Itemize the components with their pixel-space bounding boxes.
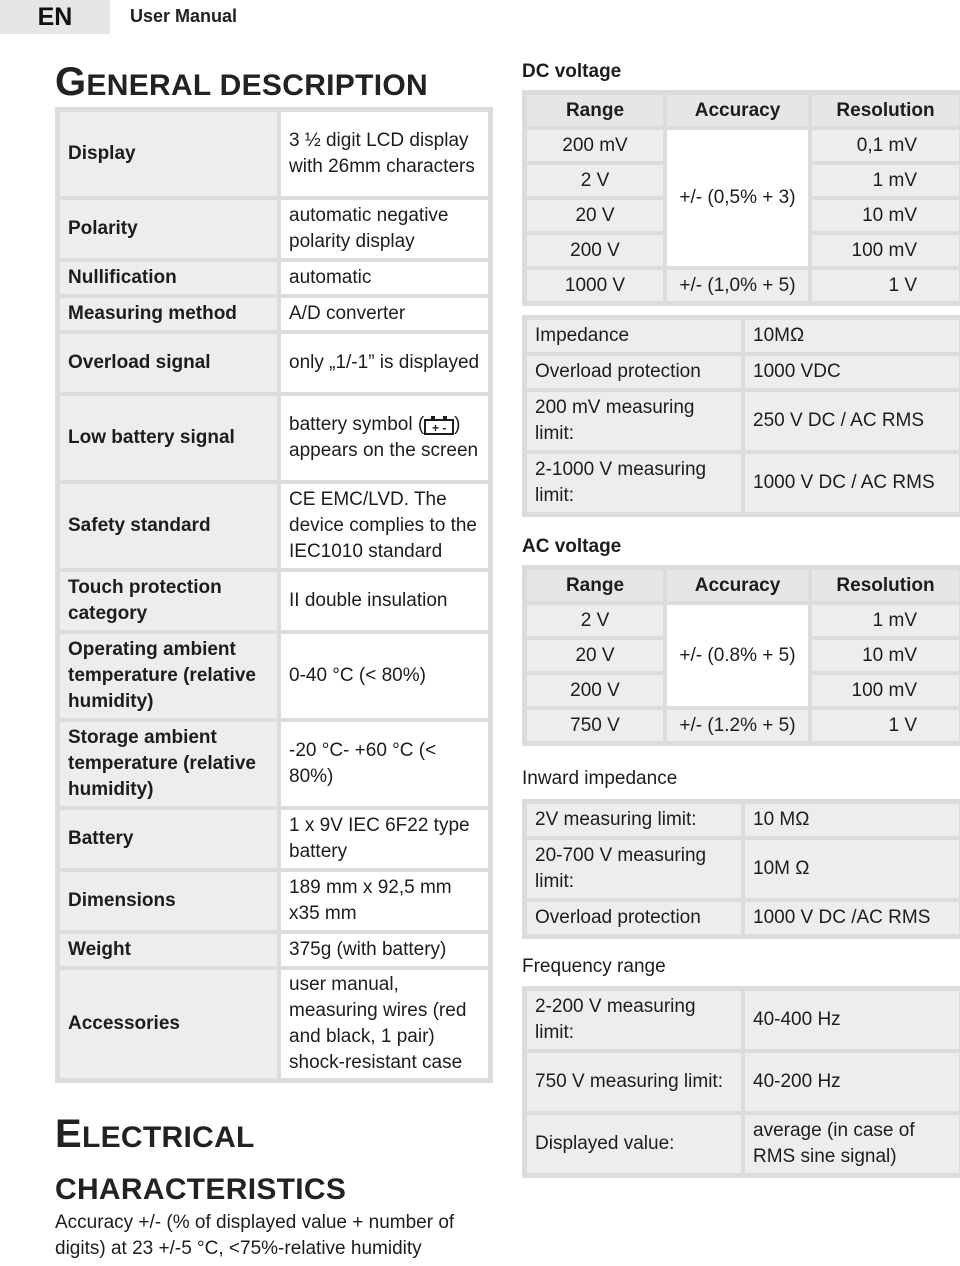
row-key: Battery	[58, 808, 279, 870]
table-header-row	[525, 568, 960, 603]
resolution-cell: 1 V	[810, 708, 960, 743]
table-row	[58, 296, 490, 332]
col-resolution: Resolution	[810, 93, 960, 128]
resolution-cell: 10 mV	[810, 638, 960, 673]
row-key: Display	[58, 110, 279, 198]
table-row	[58, 632, 490, 720]
table-row	[525, 900, 960, 936]
row-value: II double insulation	[279, 570, 490, 632]
table-row	[58, 968, 490, 1080]
range-cell: 200 V	[525, 673, 665, 708]
row-value: 0-40 °C (< 80%)	[279, 632, 490, 720]
property-value: 10M Ω	[743, 838, 960, 900]
property-value: 10MΩ	[743, 318, 960, 354]
table-row	[525, 268, 960, 303]
row-value: automatic	[279, 260, 490, 296]
dc-voltage-heading: DC voltage	[522, 61, 622, 82]
table-row	[58, 110, 490, 198]
manual-title: User Manual	[130, 6, 238, 26]
property-value: 40-200 Hz	[743, 1051, 960, 1113]
property-value: 1000 VDC	[743, 354, 960, 390]
row-value: -20 °C- +60 °C (< 80%)	[279, 720, 490, 808]
table-row	[525, 603, 960, 638]
resolution-cell: 1 mV	[810, 603, 960, 638]
row-value: user manual, measuring wires (red and black, 1 pair) shock-resistant case	[279, 968, 490, 1080]
resolution-cell: 1 mV	[810, 163, 960, 198]
resolution-cell: 0,1 mV	[810, 128, 960, 163]
property-key: Overload protection	[525, 354, 743, 390]
table-row	[58, 332, 490, 394]
table-row	[525, 354, 960, 390]
table-row	[58, 482, 490, 570]
table-row	[58, 808, 490, 870]
property-value: 1000 V DC / AC RMS	[743, 452, 960, 514]
frequency-range-table	[522, 986, 960, 1178]
electrical-heading-line2: CHARACTERISTICS	[55, 1173, 347, 1206]
general-description-heading: GENERAL DESCRIPTION	[55, 60, 428, 104]
row-value: 1 x 9V IEC 6F22 type battery	[279, 808, 490, 870]
table-row	[525, 802, 960, 838]
col-resolution: Resolution	[810, 568, 960, 603]
row-value: 189 mm x 92,5 mm x35 mm	[279, 870, 490, 932]
property-key: 2-200 V measuring limit:	[525, 989, 743, 1051]
property-key: 20-700 V measuring limit:	[525, 838, 743, 900]
property-key: Impedance	[525, 318, 743, 354]
property-key: Overload protection	[525, 900, 743, 936]
range-cell: 2 V	[525, 163, 665, 198]
row-key: Touch protection category	[58, 570, 279, 632]
header-bar	[0, 0, 960, 34]
range-cell: 20 V	[525, 198, 665, 233]
accuracy-note: Accuracy +/- (% of displayed value + number of digits) at 23 +/-5 °C, <75%-relative humidity	[55, 1212, 455, 1259]
row-key: Operating ambient temperature (relative humidity)	[58, 632, 279, 720]
row-key: Low battery signal	[58, 394, 279, 482]
table-header-row	[525, 93, 960, 128]
property-key: 750 V measuring limit:	[525, 1051, 743, 1113]
resolution-cell: 100 mV	[810, 673, 960, 708]
range-cell: 750 V	[525, 708, 665, 743]
property-value: 10 MΩ	[743, 802, 960, 838]
table-row	[58, 870, 490, 932]
accuracy-cell: +/- (1.2% + 5)	[665, 708, 810, 743]
row-value: A/D converter	[279, 296, 490, 332]
row-key: Safety standard	[58, 482, 279, 570]
col-accuracy: Accuracy	[665, 568, 810, 603]
property-key: Displayed value:	[525, 1113, 743, 1175]
row-key: Overload signal	[58, 332, 279, 394]
table-row	[58, 932, 490, 968]
row-value: only „1/-1” is displayed	[279, 332, 490, 394]
row-value: automatic negative polarity display	[279, 198, 490, 260]
row-key: Storage ambient temperature (relative humidity)	[58, 720, 279, 808]
accuracy-cell: +/- (0,5% + 3)	[665, 128, 810, 268]
accuracy-cell: +/- (1,0% + 5)	[665, 268, 810, 303]
row-key: Measuring method	[58, 296, 279, 332]
ac-voltage-table	[522, 565, 960, 746]
property-value: 40-400 Hz	[743, 989, 960, 1051]
accuracy-cell: +/- (0.8% + 5)	[665, 603, 810, 708]
col-accuracy: Accuracy	[665, 93, 810, 128]
table-row	[525, 1051, 960, 1113]
table-row	[525, 390, 960, 452]
property-value: average (in case of RMS sine signal)	[743, 1113, 960, 1175]
table-row	[525, 708, 960, 743]
dc-properties-table	[522, 315, 960, 517]
table-row	[525, 452, 960, 514]
property-key: 200 mV measuring limit:	[525, 390, 743, 452]
row-key: Dimensions	[58, 870, 279, 932]
range-cell: 200 V	[525, 233, 665, 268]
ac-voltage-heading: AC voltage	[522, 536, 622, 557]
row-key: Weight	[58, 932, 279, 968]
range-cell: 20 V	[525, 638, 665, 673]
battery-icon: + -	[424, 419, 454, 435]
resolution-cell: 1 V	[810, 268, 960, 303]
row-value: CE EMC/LVD. The device complies to the IEC1010 standard	[279, 482, 490, 570]
row-value: 375g (with battery)	[279, 932, 490, 968]
table-row	[58, 260, 490, 296]
resolution-cell: 100 mV	[810, 233, 960, 268]
col-range: Range	[525, 568, 665, 603]
range-cell: 1000 V	[525, 268, 665, 303]
table-row	[525, 989, 960, 1051]
table-row	[525, 838, 960, 900]
table-row	[525, 128, 960, 163]
inward-impedance-table	[522, 799, 960, 939]
inward-impedance-heading: Inward impedance	[522, 768, 678, 789]
frequency-range-heading: Frequency range	[522, 956, 666, 977]
property-value: 250 V DC / AC RMS	[743, 390, 960, 452]
table-row	[525, 1113, 960, 1175]
electrical-heading-line1: ELECTRICAL	[55, 1112, 255, 1156]
table-row	[58, 720, 490, 808]
property-value: 1000 V DC /AC RMS	[743, 900, 960, 936]
property-key: 2-1000 V measuring limit:	[525, 452, 743, 514]
col-range: Range	[525, 93, 665, 128]
row-value: battery symbol ( + - ) appears on the screen	[279, 394, 490, 482]
property-key: 2V measuring limit:	[525, 802, 743, 838]
row-value: 3 ½ digit LCD display with 26mm characters	[279, 110, 490, 198]
language-badge: EN	[0, 0, 110, 34]
table-row	[58, 198, 490, 260]
row-key: Accessories	[58, 968, 279, 1080]
row-key: Nullification	[58, 260, 279, 296]
row-key: Polarity	[58, 198, 279, 260]
general-description-table	[55, 107, 493, 1083]
resolution-cell: 10 mV	[810, 198, 960, 233]
table-row	[58, 570, 490, 632]
range-cell: 2 V	[525, 603, 665, 638]
range-cell: 200 mV	[525, 128, 665, 163]
table-row	[58, 394, 490, 482]
dc-voltage-table	[522, 90, 960, 306]
table-row	[525, 318, 960, 354]
